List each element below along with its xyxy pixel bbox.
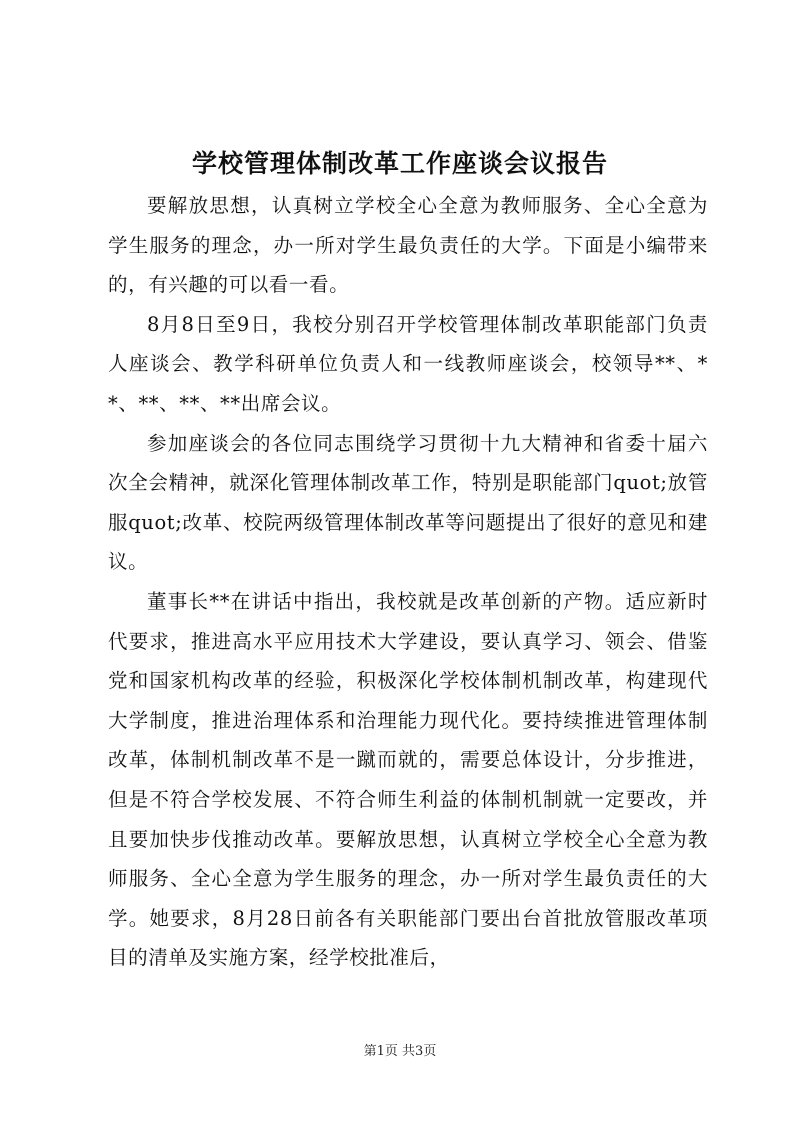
paragraph-meeting-info: 8月8日至9日，我校分别召开学校管理体制改革职能部门负责人座谈会、教学科研单位负责人和一线教师座谈会，校领导**、**、**、**、**出席会议。 xyxy=(108,312,708,415)
document-title: 学校管理体制改革工作座谈会议报告 xyxy=(191,149,608,178)
paragraph-participants: 参加座谈会的各位同志围绕学习贯彻十九大精神和省委十届六次全会精神，就深化管理体制改革工作，特别是职能部门quot;放管服quot;改革、校院两级管理体制改革等问题提出了很好的意见和建议。 xyxy=(108,431,708,574)
document-body xyxy=(108,186,708,978)
page-footer: 第1页 共3页 xyxy=(363,1044,437,1059)
paragraph-intro: 要解放思想，认真树立学校全心全意为教师服务、全心全意为学生服务的理念，办一所对学生最负责任的大学。下面是小编带来的，有兴趣的可以看一看。 xyxy=(108,194,708,297)
paragraph-chairman-speech: 董事长**在讲话中指出，我校就是改革创新的产物。适应新时代要求，推进高水平应用技术大学建设，要认真学习、领会、借鉴党和国家机构改革的经验，积极深化学校体制机制改革，构建现代大学制度，推进治理体系和治理能力现代化。要持续推进管理体制改革，体制机制改革不是一蹴而就的，需要总体设计，分步推进，但是不符合学校发展、不符合师生利益的体制机制就一定要改，并且要加快步伐推动改革。要解放思想，认真树立学校全心全意为教师服务、全心全意为学生服务的理念，办一所对学生最负责任的大学。她要求，8月28日前各有关职能部门要出台首批放管服改革项目的清单及实施方案，经学校批准后， xyxy=(108,589,708,970)
